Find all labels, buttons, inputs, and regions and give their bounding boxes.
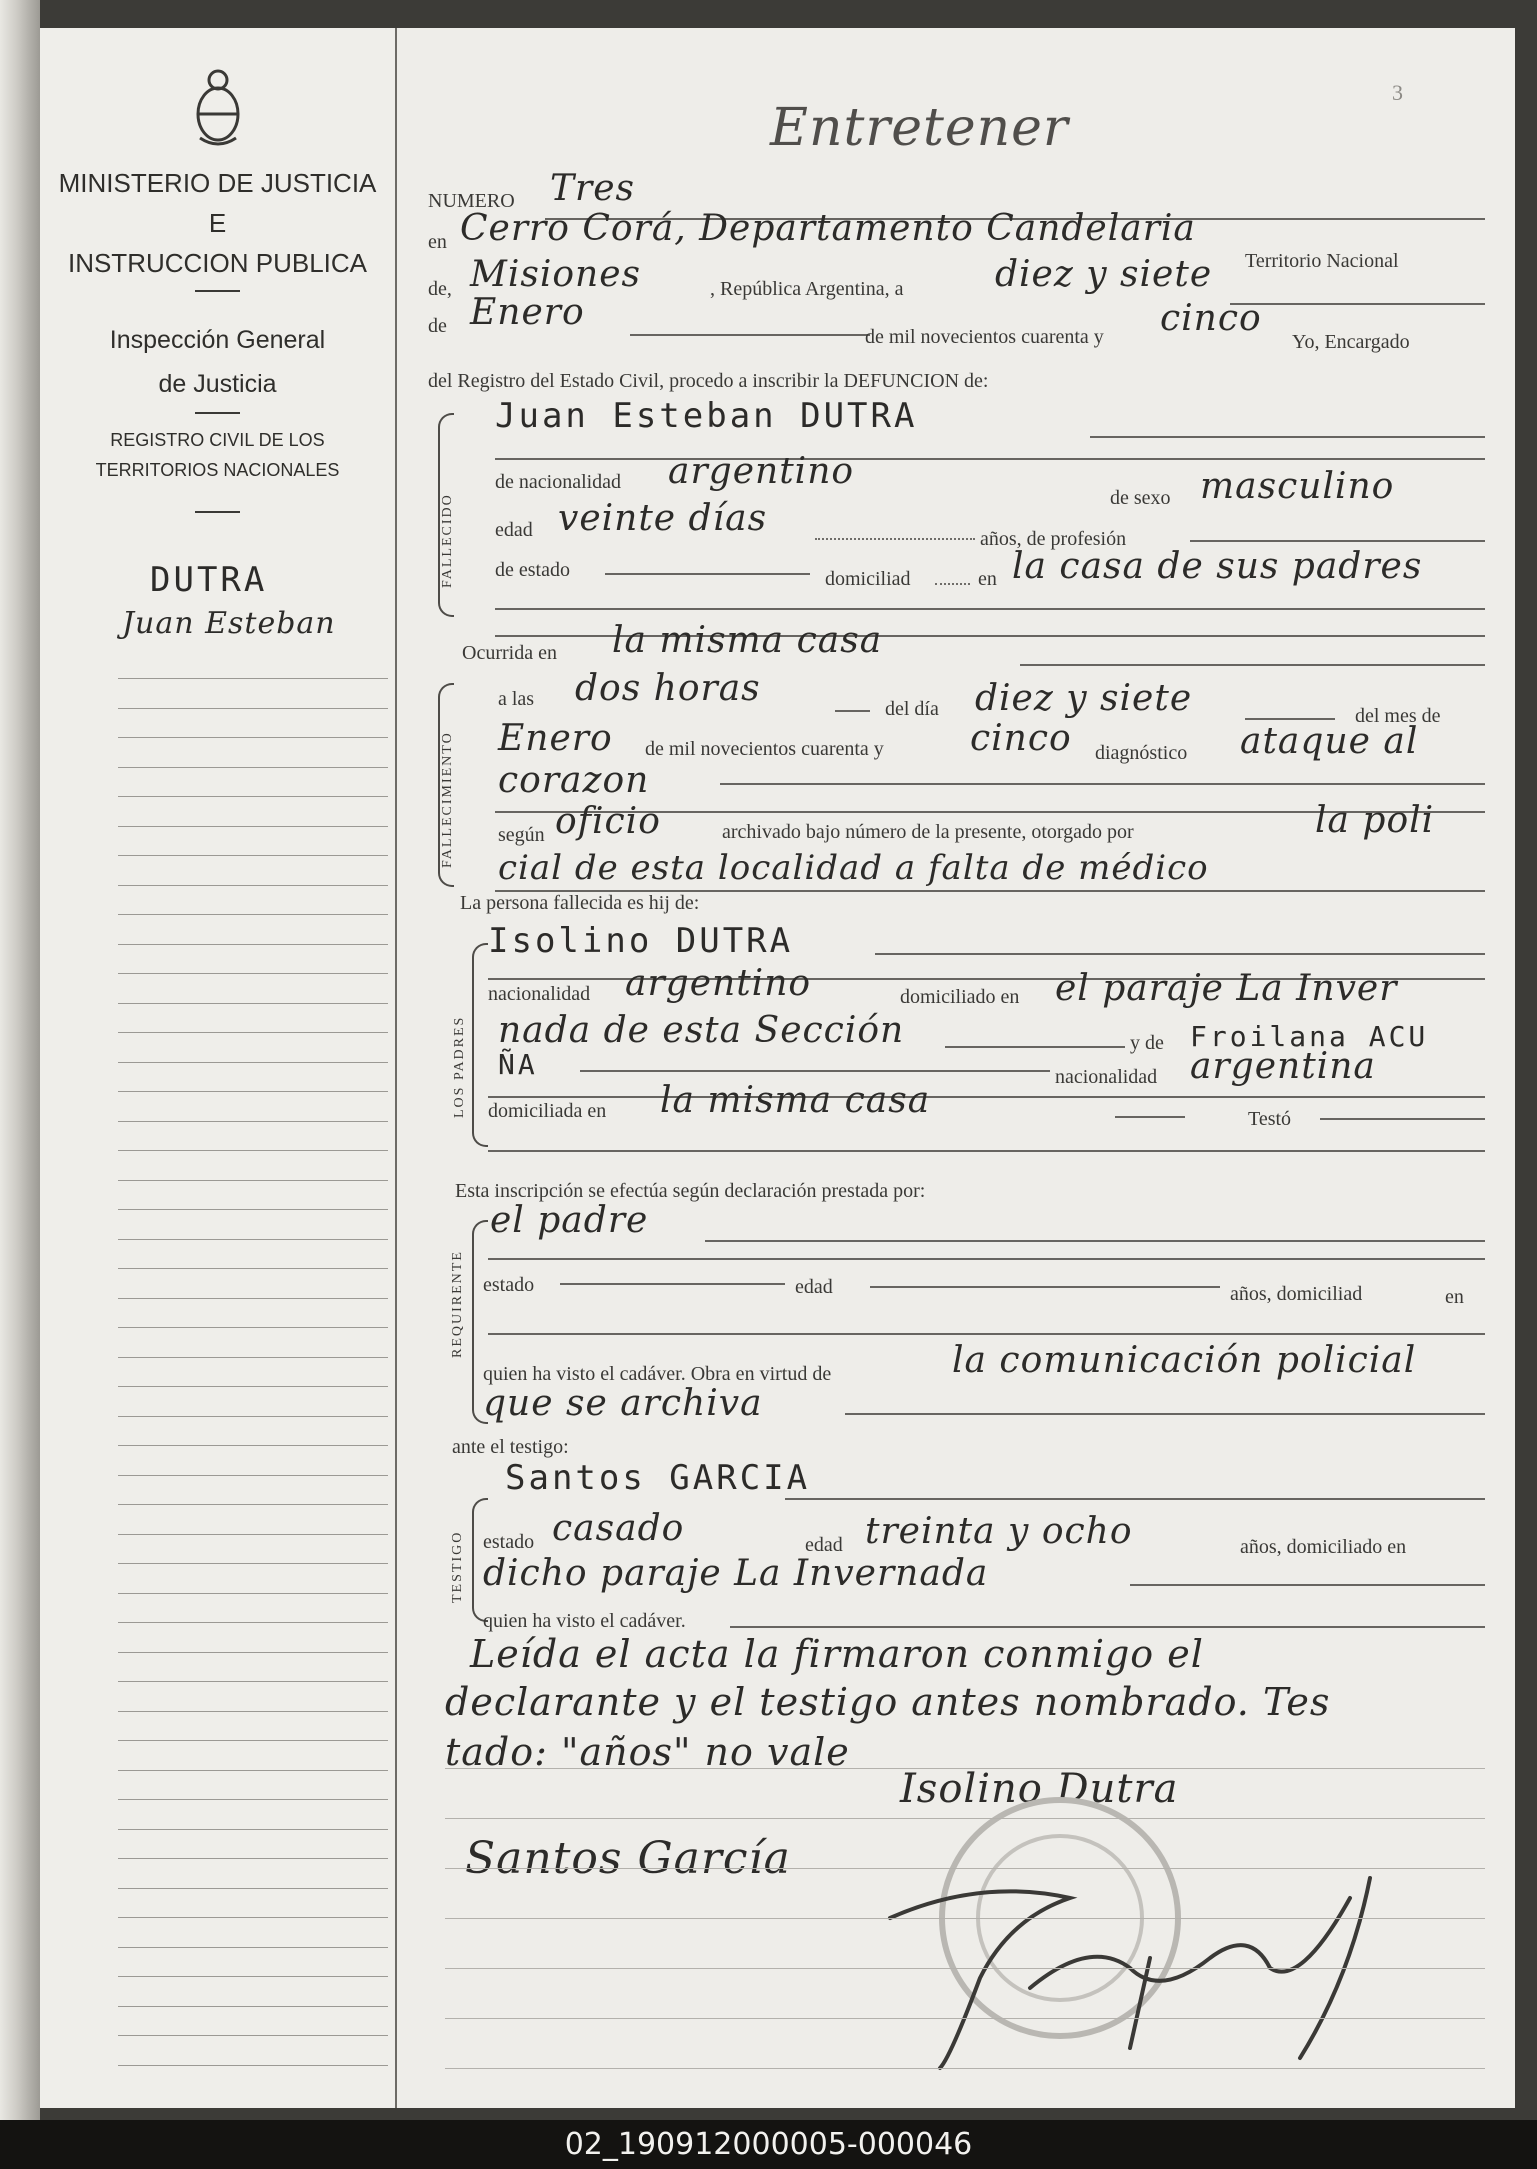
ledger-line — [118, 1534, 388, 1535]
form-line — [1320, 1118, 1485, 1120]
label-req-edad: edad — [795, 1276, 833, 1298]
entry-madre-2: ÑA — [498, 1048, 538, 1081]
ledger-line — [118, 2065, 388, 2066]
ledger-line — [118, 1888, 388, 1889]
form-line — [488, 1333, 1485, 1335]
form-line — [1130, 1584, 1485, 1586]
label-tes-quien: quien ha visto el cadáver. — [483, 1610, 686, 1632]
ledger-line — [118, 737, 388, 738]
label-de2: de — [428, 315, 447, 337]
entry-domicilio: la casa de sus padres — [1012, 546, 1423, 587]
entry-edad: veinte días — [558, 498, 768, 539]
form-line — [815, 538, 975, 540]
ledger-line — [118, 1622, 388, 1623]
inspection-line-2: de Justicia — [158, 370, 277, 398]
entry-segun: oficio — [555, 801, 661, 842]
form-line — [445, 2068, 1485, 2069]
side-label-requirente: REQUIRENTE — [450, 1250, 465, 1358]
label-yo-encargado: Yo, Encargado — [1292, 331, 1410, 353]
book-binding — [0, 0, 40, 2120]
label-anos-profesion: años, de profesión — [980, 528, 1127, 550]
ministry-title: MINISTERIO DE JUSTICIA — [58, 168, 377, 198]
ledger-line — [118, 2035, 388, 2036]
entry-testigo: Santos GARCIA — [505, 1458, 811, 1498]
label-req-anos: años, domiciliad — [1230, 1283, 1363, 1305]
ledger-line — [118, 1770, 388, 1771]
entry-hora: dos horas — [575, 668, 761, 709]
ledger-line — [118, 1917, 388, 1918]
ledger-line — [118, 1062, 388, 1063]
entry-tes-edad: treinta y ocho — [865, 1511, 1133, 1552]
entry-obra-1: la comunicación policial — [952, 1340, 1417, 1381]
label-del-dia: del día — [885, 698, 939, 720]
form-line — [495, 458, 1485, 460]
form-line — [705, 1240, 1485, 1242]
ledger-line — [118, 914, 388, 915]
form-line — [1020, 664, 1485, 666]
ledger-line — [118, 1239, 388, 1240]
label-tes-anos: años, domiciliado en — [1240, 1536, 1407, 1558]
register-page — [40, 28, 1515, 2108]
form-line — [445, 2018, 1485, 2019]
entry-mes-fallecimiento: Enero — [498, 718, 613, 759]
entry-tes-domicilio: dicho paraje La Invernada — [483, 1553, 989, 1594]
entry-obra-2: que se archiva — [483, 1383, 763, 1424]
entry-cierre-1: Leída el acta la firmaron conmigo el — [470, 1632, 1204, 1676]
form-line — [445, 1768, 1485, 1769]
label-estado: de estado — [495, 559, 570, 581]
ledger-line — [118, 1327, 388, 1328]
form-line — [1190, 540, 1485, 542]
entry-declarante: el padre — [490, 1200, 649, 1241]
ledger-line — [118, 1121, 388, 1122]
label-nacionalidad-padre: nacionalidad — [488, 983, 591, 1005]
entry-madre-1: Froilana ACU — [1190, 1020, 1429, 1053]
form-line — [488, 1150, 1485, 1152]
label-a-las: a las — [498, 688, 535, 710]
entry-padre: Isolino DUTRA — [488, 921, 794, 961]
ledger-line — [118, 1475, 388, 1476]
label-persona-fallecida: La persona fallecida es hij de: — [460, 892, 700, 914]
page-number: 3 — [1392, 80, 1403, 105]
header-divider — [195, 412, 240, 414]
entry-numero: Tres — [550, 168, 635, 209]
entry-otorgado-1: la poli — [1315, 800, 1435, 841]
ledger-line — [118, 1416, 388, 1417]
registry-line-2: TERRITORIOS NACIONALES — [95, 460, 340, 480]
ledger-line — [118, 1150, 388, 1151]
label-diagnostico: diagnóstico — [1095, 742, 1188, 764]
ledger-line — [118, 885, 388, 886]
entry-diagnostico-1: ataque al — [1240, 721, 1419, 762]
label-numero: NUMERO — [428, 190, 515, 212]
form-line — [875, 953, 1485, 955]
ledger-line — [118, 973, 388, 974]
ledger-line — [118, 1799, 388, 1800]
label-ante-testigo: ante el testigo: — [452, 1436, 569, 1458]
left-margin-column — [40, 28, 397, 2108]
ledger-line — [118, 1829, 388, 1830]
label-req-estado: estado — [483, 1274, 535, 1296]
form-line — [445, 1818, 1485, 1819]
entry-diagnostico-2: corazon — [498, 760, 650, 801]
ledger-line — [118, 1652, 388, 1653]
label-tes-estado: estado — [483, 1531, 535, 1553]
entry-dia-fallecimiento: diez y siete — [975, 678, 1193, 719]
form-line — [488, 1096, 1485, 1098]
label-ocurrida: Ocurrida en — [462, 642, 557, 664]
form-line — [1230, 303, 1485, 305]
label-y-de: y de — [1130, 1032, 1164, 1054]
inspection-line-1: Inspección General — [109, 326, 326, 354]
ledger-line — [118, 1504, 388, 1505]
signature-padre: Isolino Dutra — [900, 1766, 1179, 1812]
ledger-line — [118, 1298, 388, 1299]
label-en-domicilio: en — [978, 568, 997, 590]
form-line — [1115, 1116, 1185, 1118]
form-line — [845, 1413, 1485, 1415]
header-divider — [195, 511, 240, 513]
form-line — [495, 608, 1485, 610]
ledger-line — [118, 1711, 388, 1712]
side-label-fallecido: FALLECIDO — [440, 493, 455, 588]
label-testo: Testó — [1248, 1108, 1292, 1130]
form-line — [445, 1868, 1485, 1869]
entry-territorio: Misiones — [470, 254, 642, 295]
form-line — [785, 1498, 1485, 1500]
label-en: en — [428, 231, 447, 253]
label-archivado: archivado bajo número de la presente, otorgado por — [722, 821, 1134, 843]
section-brace — [472, 943, 488, 1147]
ministry-e: E — [208, 208, 227, 238]
ledger-line — [118, 1681, 388, 1682]
entry-domicilio-madre: la misma casa — [660, 1080, 931, 1121]
form-line — [1090, 436, 1485, 438]
label-domiciliado: domiciliad — [825, 568, 911, 590]
form-line — [560, 1283, 785, 1285]
side-label-fallecimiento: FALLECIMIENTO — [440, 731, 455, 868]
margin-surname: DUTRA — [150, 560, 268, 600]
ledger-line — [118, 1593, 388, 1594]
coat-of-arms-icon — [190, 68, 246, 148]
form-line — [835, 710, 870, 712]
ledger-line — [118, 1091, 388, 1092]
entry-sexo: masculino — [1200, 466, 1395, 507]
header-divider — [195, 290, 240, 292]
form-line — [1245, 718, 1335, 720]
form-line — [630, 334, 870, 336]
label-domiciliada-en: domiciliada en — [488, 1100, 607, 1122]
label-territorio: Territorio Nacional — [1245, 250, 1399, 272]
form-line — [445, 1968, 1485, 1969]
label-republica: , República Argentina, a — [710, 278, 904, 300]
entry-anio: cinco — [1160, 298, 1262, 339]
form-line — [945, 1046, 1125, 1048]
side-label-padres: LOS PADRES — [452, 1015, 467, 1118]
registry-line-1: REGISTRO CIVIL DE LOS — [110, 430, 325, 450]
label-nacionalidad-madre: nacionalidad — [1055, 1066, 1158, 1088]
entry-cierre-3: tado: "años" no vale — [445, 1730, 850, 1774]
ledger-line — [118, 1003, 388, 1004]
ledger-line — [118, 1947, 388, 1948]
entry-nacionalidad: argentino — [668, 451, 855, 492]
label-nacionalidad: de nacionalidad — [495, 471, 622, 493]
label-quien-visto: quien ha visto el cadáver. Obra en virtud de — [483, 1363, 832, 1385]
entry-nacionalidad-madre: argentina — [1190, 1046, 1376, 1087]
ledger-line — [118, 1032, 388, 1033]
entry-domicilio-padre-1: el paraje La Inver — [1055, 968, 1398, 1009]
entry-nacionalidad-padre: argentino — [625, 963, 812, 1004]
margin-given-name: Juan Esteban — [122, 606, 336, 641]
entry-cierre-2: declarante y el testigo antes nombrado. Tes — [445, 1680, 1331, 1724]
ledger-line — [118, 1445, 388, 1446]
entry-lugar: Cerro Corá, Departamento Candelaria — [460, 208, 1196, 249]
entry-anio-fallecimiento: cinco — [970, 718, 1072, 759]
side-label-testigo: TESTIGO — [450, 1530, 465, 1603]
ledger-line — [118, 708, 388, 709]
ledger-line — [118, 1357, 388, 1358]
entry-domicilio-padre-2: nada de esta Sección — [498, 1010, 905, 1051]
form-line — [488, 1258, 1485, 1260]
ledger-line — [118, 1740, 388, 1741]
label-tes-edad: edad — [805, 1534, 843, 1556]
ledger-line — [118, 944, 388, 945]
form-line — [730, 1626, 1485, 1628]
label-mil-novecientos-2: de mil novecientos cuarenta y — [645, 738, 884, 760]
label-del-mes: del mes de — [1355, 705, 1441, 727]
label-esta-inscripcion: Esta inscripción se efectúa según declaración prestada por: — [455, 1180, 926, 1202]
form-line — [605, 573, 810, 575]
ledger-line — [118, 1268, 388, 1269]
ledger-line — [118, 1858, 388, 1859]
form-line — [445, 1918, 1485, 1919]
top-annotation: Entretener — [770, 98, 1069, 158]
label-req-en: en — [1445, 1286, 1464, 1308]
label-de: de, — [428, 278, 452, 300]
entry-tes-estado: casado — [552, 1508, 685, 1549]
entry-dia: diez y siete — [995, 254, 1213, 295]
ledger-line — [118, 767, 388, 768]
entry-mes: Enero — [470, 292, 585, 333]
label-del-registro: del Registro del Estado Civil, procedo a inscribir la DEFUNCION de: — [428, 370, 989, 392]
ledger-line — [118, 678, 388, 679]
label-edad: edad — [495, 519, 533, 541]
label-domiciliado-en: domiciliado en — [900, 986, 1020, 1008]
ledger-line — [118, 1563, 388, 1564]
label-sexo: de sexo — [1110, 487, 1171, 509]
form-line — [720, 783, 1485, 785]
ledger-line — [118, 826, 388, 827]
ledger-line — [118, 796, 388, 797]
ledger-line — [118, 1976, 388, 1977]
entry-difunto: Juan Esteban DUTRA — [495, 396, 918, 436]
ledger-line — [118, 1180, 388, 1181]
entry-otorgado-2: cial de esta localidad a falta de médico — [498, 848, 1209, 888]
ledger-line — [118, 2006, 388, 2007]
footer-id: 02_190912000005-000046 — [0, 2120, 1537, 2169]
label-mil-novecientos: de mil novecientos cuarenta y — [865, 326, 1104, 348]
ministry-instruction: INSTRUCCION PUBLICA — [67, 248, 368, 278]
entry-ocurrida: la misma casa — [612, 620, 883, 661]
form-line — [580, 1070, 1050, 1072]
form-line — [870, 1286, 1220, 1288]
label-segun: según — [498, 824, 545, 846]
form-line — [935, 583, 970, 585]
ledger-line — [118, 1386, 388, 1387]
signature-testigo: Santos García — [465, 1833, 791, 1884]
ledger-line — [118, 855, 388, 856]
ledger-line — [118, 1209, 388, 1210]
